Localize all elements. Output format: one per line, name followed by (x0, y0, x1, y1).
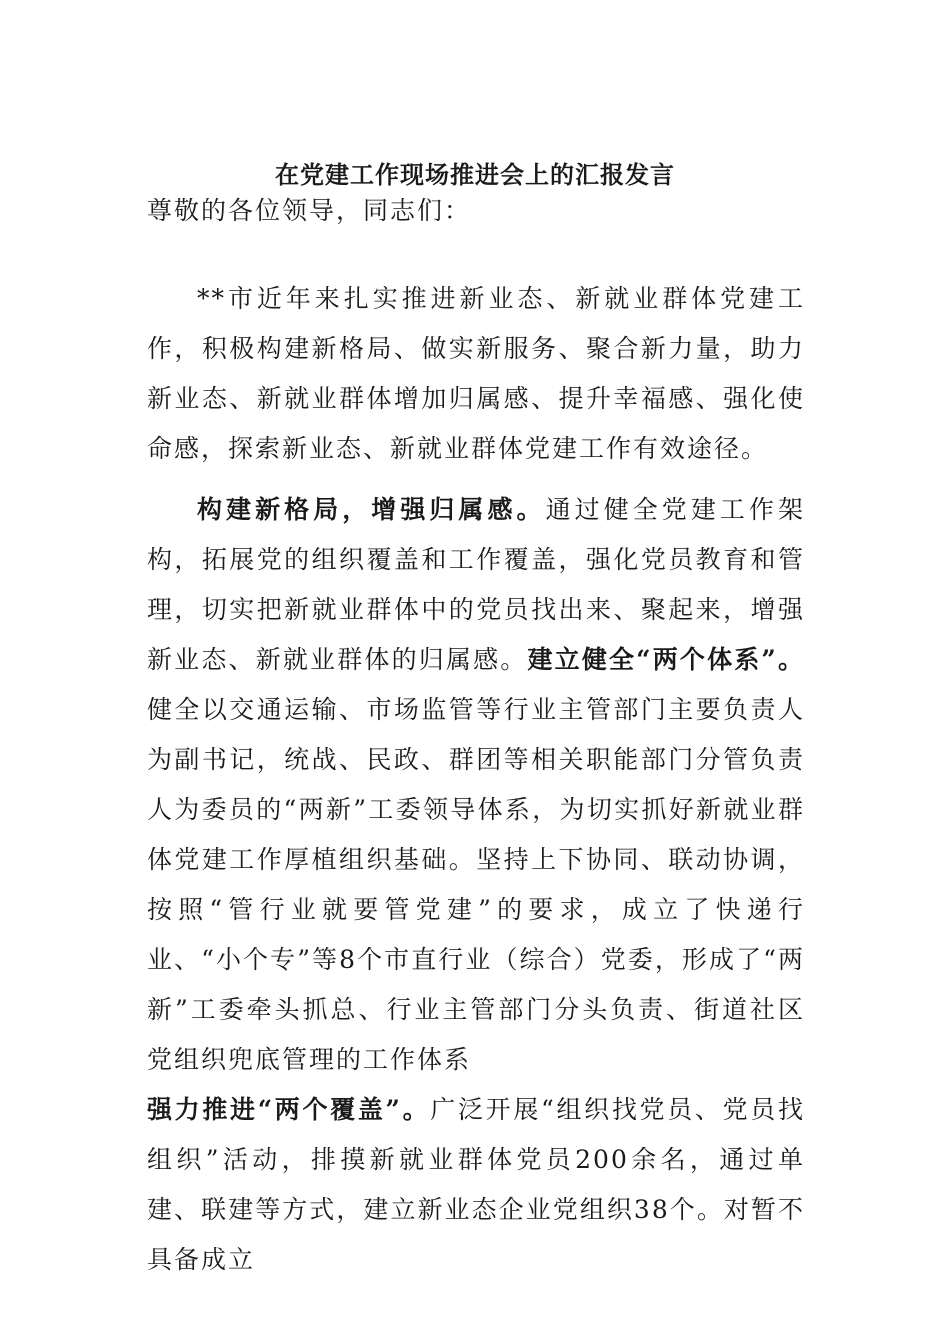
subheading-two-systems: 建立健全“两个体系”。 (527, 645, 805, 674)
paragraph-new-pattern (147, 485, 805, 1285)
paragraph-text: 通过健全党建工作架构，拓展党的组织覆盖和工作覆盖，强化党员教育和管理，切实把新就业群体中的党员找出来、聚起来，增强新业态、新就业群体的归属感。 (147, 495, 805, 674)
salutation: 尊敬的各位领导，同志们： (147, 196, 472, 225)
subheading-two-coverage: 强力推进“两个覆盖”。 (147, 1095, 431, 1124)
paragraph-text: 广泛开展“组织找党员、党员找组织”活动，排摸新就业群体党员200余名，通过单建、联建等方式，建立新业态企业党组织38个。对暂不具备成立 (147, 1095, 805, 1274)
paragraph-text: 健全以交通运输、市场监管等行业主管部门主要负责人为副书记，统战、民政、群团等相关职能部门分管负责人为委员的“两新”工委领导体系，为切实抓好新就业群体党建工作厚植组织基础。坚持上下协同、联动协调，按照“管行业就要管党建”的要求，成立了快递行业、“小个专”等8个市直行业（综合）党委，形成了“两新”工委牵头抓总、行业主管部门分头负责、街道社区党组织兜底管理的工作体系 (147, 695, 805, 1074)
paragraph-heading: 构建新格局，增强归属感。 (197, 495, 546, 524)
document-title: 在党建工作现场推进会上的汇报发言 (275, 160, 675, 189)
paragraph-intro: **市近年来扎实推进新业态、新就业群体党建工作，积极构建新格局、做实新服务、聚合新力量，助力新业态、新就业群体增加归属感、提升幸福感、强化使命感，探索新业态、新就业群体党建工作有效途径。 (147, 284, 805, 463)
